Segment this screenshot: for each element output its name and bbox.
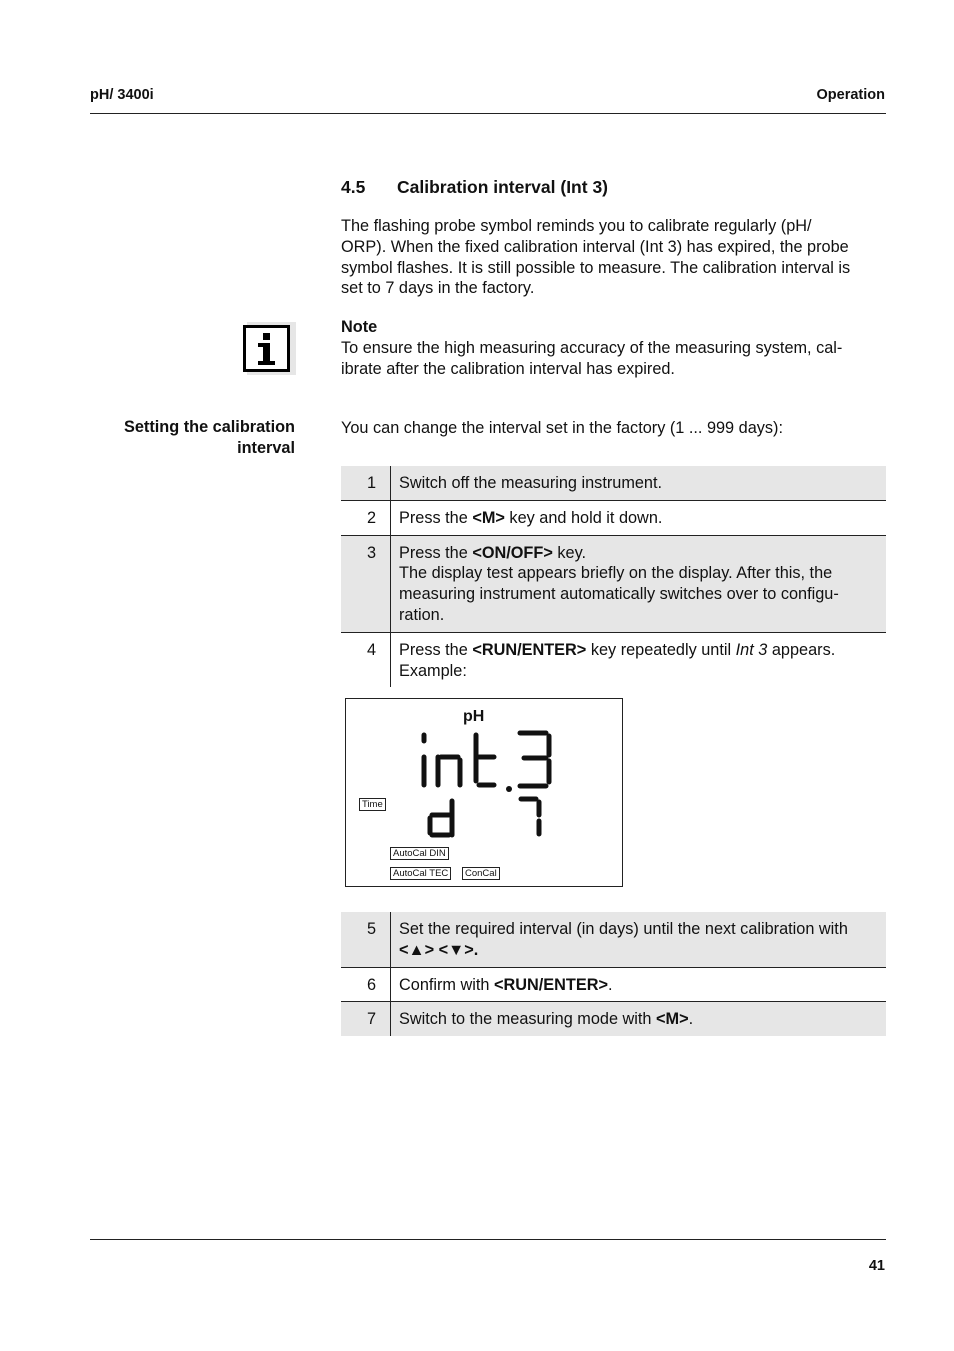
step-text: Confirm with <RUN/ENTER>. [391, 967, 887, 1002]
step-row [341, 912, 886, 967]
step-row [341, 535, 886, 632]
key-m: <M> [472, 508, 505, 527]
step-text: Press the <M> key and hold it down. [391, 500, 887, 535]
side-heading: Setting the calibration interval [124, 418, 295, 457]
step-number: 4 [341, 632, 391, 687]
key-run-enter: <RUN/ENTER> [472, 640, 587, 659]
step-number: 6 [341, 967, 391, 1002]
steps-table-first [341, 466, 886, 687]
steps-table-second [341, 912, 886, 1036]
step-number: 2 [341, 500, 391, 535]
note-text: To ensure the high measuring accuracy of the measuring system, cal- ibrate after the calibration interval has expired. [341, 339, 843, 378]
step-text: Press the <ON/OFF> key. The display test appears briefly on the display. After this, the measuring instrument automatically switches over to configu- ration. [391, 535, 887, 632]
step-text: Switch off the measuring instrument. [391, 466, 887, 500]
header-title: pH/ 3400i [90, 87, 154, 103]
section-number: 4.5 [341, 177, 366, 197]
lcd-main-value-int3 [424, 733, 549, 786]
change-interval-text: You can change the interval set in the factory (1 ... 999 days): [341, 419, 783, 437]
step-number: 3 [341, 535, 391, 632]
lcd-sub-value-d7 [430, 799, 539, 835]
step-text: Press the <RUN/ENTER> key repeatedly until Int 3 appears. Example: [391, 632, 887, 687]
key-run-enter: <RUN/ENTER> [494, 975, 608, 994]
key-on-off: <ON/OFF> [472, 543, 553, 562]
section-title: Calibration interval (Int 3) [397, 177, 608, 197]
step-row [341, 632, 886, 687]
key-m: <M> [656, 1010, 689, 1029]
lcd-decimal-point [506, 786, 512, 792]
header-section: Operation [816, 87, 885, 103]
step-text: Set the required interval (in days) until the next calibration with <▲> <▼>. [391, 912, 887, 967]
note-heading: Note [341, 318, 378, 336]
step-number: 5 [341, 912, 391, 967]
intro-paragraph: The flashing probe symbol reminds you to calibrate regularly (pH/ ORP). When the fixed calibration interval (Int 3) has expired, the probe symbol flashes. It is still possible to measure. The calibration interval is set to 7 days in the factory. [341, 217, 851, 298]
step-row [341, 1002, 886, 1036]
info-icon [243, 325, 290, 372]
step-text: Switch to the measuring mode with <M>. [391, 1002, 887, 1036]
page-number: 41 [868, 1258, 885, 1274]
lcd-display [345, 698, 623, 887]
step-number: 7 [341, 1002, 391, 1036]
lcd-concal-indicator: ConCal [462, 867, 500, 880]
step-number: 1 [341, 466, 391, 500]
lcd-autocal-tec-indicator: AutoCal TEC [390, 867, 451, 880]
footer-rule [90, 1239, 886, 1240]
lcd-time-indicator: Time [359, 798, 386, 811]
step-row [341, 500, 886, 535]
lcd-segment-readout [416, 729, 556, 839]
header-rule [90, 113, 886, 114]
step-row [341, 967, 886, 1002]
lcd-autocal-din-indicator: AutoCal DIN [390, 847, 449, 860]
lcd-unit-label: pH [463, 708, 485, 725]
step-row [341, 466, 886, 500]
